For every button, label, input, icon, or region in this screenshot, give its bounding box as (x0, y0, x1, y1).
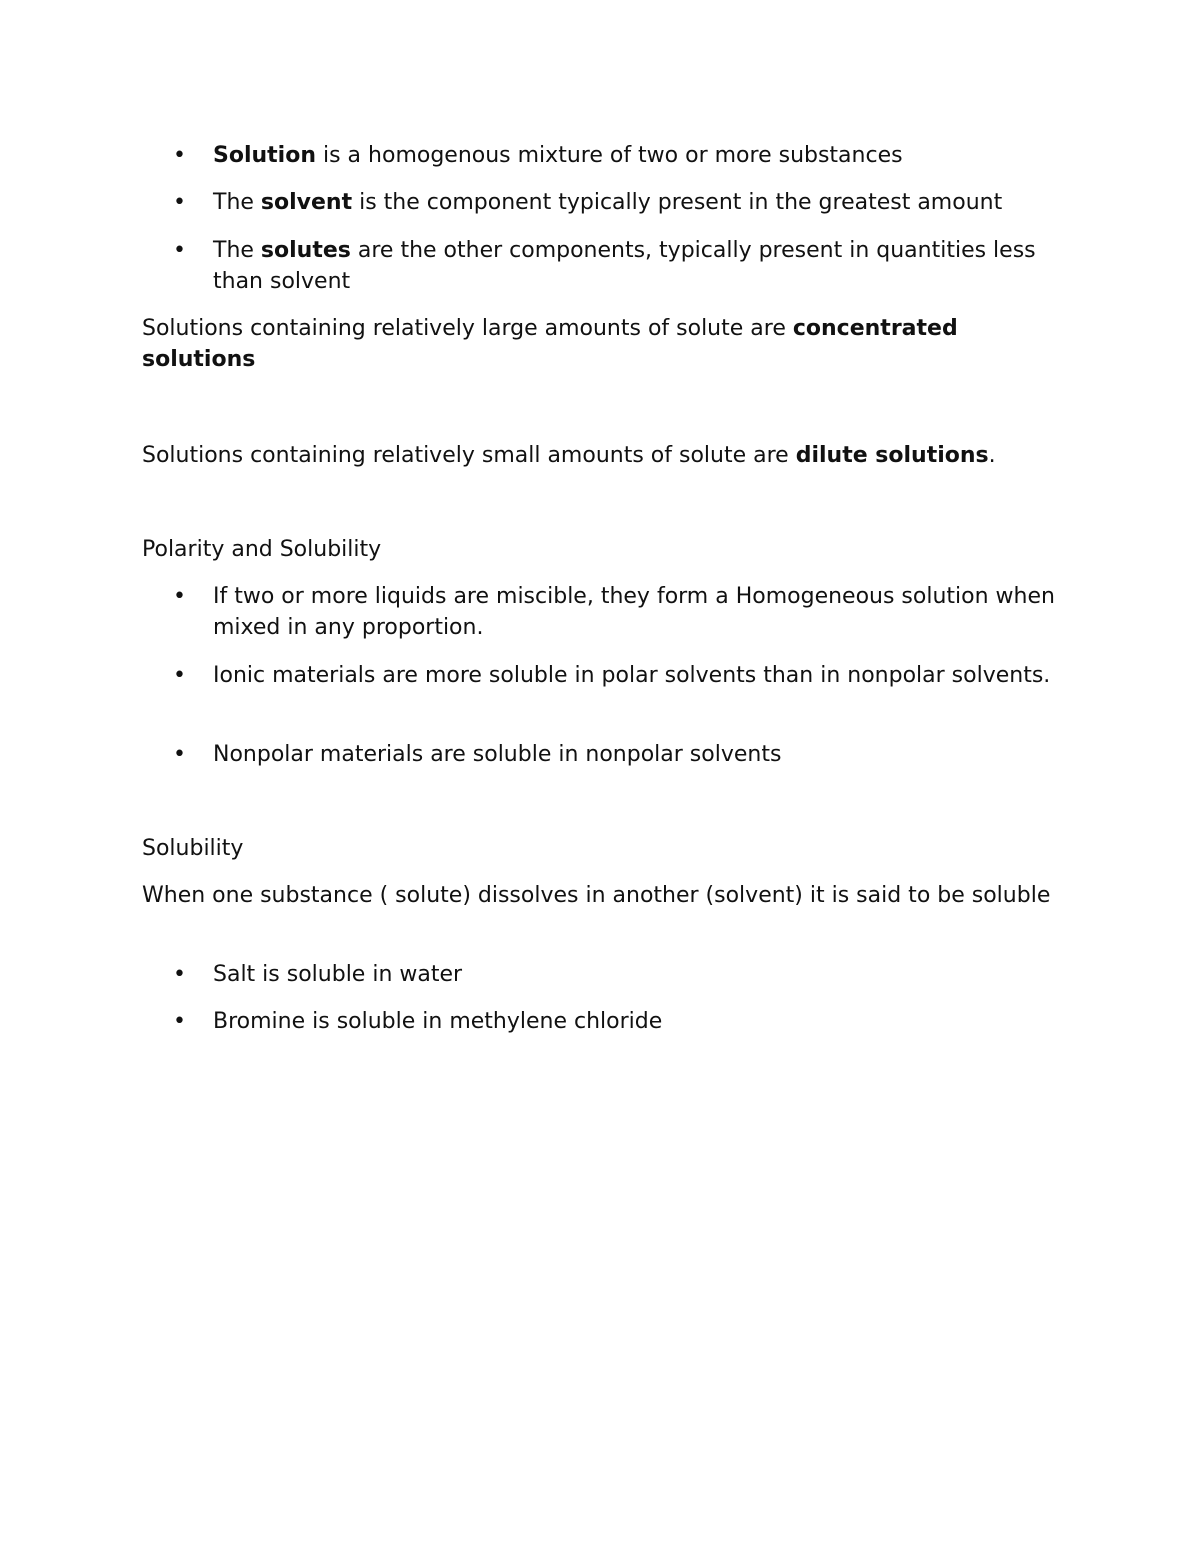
definition-solutes: are the other components, typically present in quantities less than solvent (213, 238, 1036, 294)
bullet-icon: • (173, 584, 186, 609)
paragraph-solubility: When one substance ( solute) dissolves in another (solvent) it is said to be soluble (142, 883, 1051, 908)
term-dilute-solutions: dilute solutions (795, 443, 989, 468)
bullet-icon: • (173, 663, 186, 688)
section-heading-solubility: Solubility (142, 836, 244, 861)
term-concentrated-solutions: concentrated solutions (142, 316, 958, 372)
definition-solvent: is the component typically present in the greatest amount (352, 190, 1003, 215)
section-heading-polarity: Polarity and Solubility (142, 537, 382, 562)
document-page: • Solution is a homogenous mixture of two or more substances • The solvent is the component typically present in the greatest amount • The solutes are the other components, typically present in quantities less than solvent Solutions containing relatively large amounts of solute are concentrated solutions Solutions containing relatively small amounts of solute are dilute solutions. Polarity and Solubility • If two or more liquids are miscible, they form a Homogeneous solution when mixed in any proportion. • Ionic materials are more soluble in polar solvents than in nonpolar solvents. • Nonpolar materials are soluble in nonpolar solvents Solubility When one substance ( solute) dissolves in another (solvent) it is said to be soluble • Salt is soluble in water • Bromine is soluble in methylene chloride (0, 0, 1200, 1553)
paragraph-concentrated: Solutions containing relatively large amounts of solute are concentrated solutions (142, 316, 958, 372)
bullet-icon: • (173, 742, 186, 767)
bullet-icon: • (173, 143, 186, 168)
paragraph-dilute: Solutions containing relatively small amounts of solute are dilute solutions. (142, 443, 996, 468)
definition-solution: is a homogenous mixture of two or more substances (316, 143, 903, 168)
bullet-icon: • (173, 962, 186, 987)
bullet-icon: • (173, 238, 186, 263)
term-solution: Solution (213, 143, 316, 168)
bullet-icon: • (173, 1009, 186, 1034)
term-solvent: solvent (260, 190, 353, 215)
bullet-icon: • (173, 190, 186, 215)
term-solutes: solutes (260, 238, 351, 263)
